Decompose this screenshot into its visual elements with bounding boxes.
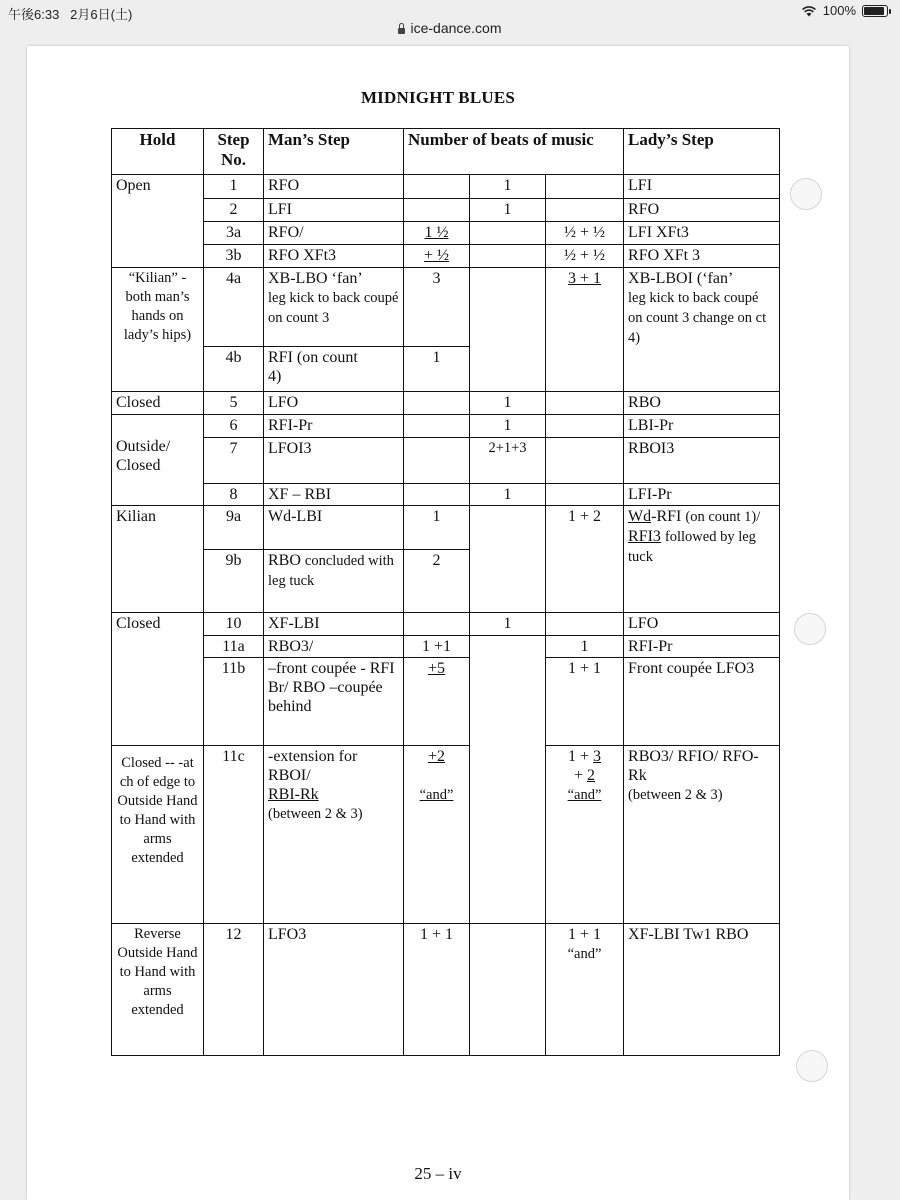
ladys-step: RBO3/ RFIO/ RFO-Rk (between 2 & 3) [624, 746, 780, 924]
table-row [112, 268, 780, 347]
mans-step: -extension for RBOI/ RBI-Rk (between 2 & 3) [264, 746, 404, 924]
step-no: 3b [204, 244, 264, 267]
step-no: 4a [204, 268, 264, 347]
ladys-step: XB-LBOI (‘fan’ leg kick to back coupé on count 3 change on ct 4) [624, 268, 780, 392]
ladys-step: LFI XFt3 [624, 221, 780, 244]
step-no: 7 [204, 437, 264, 483]
header-beats: Number of beats of music [404, 129, 624, 175]
header-step-no: Step No. [204, 129, 264, 175]
hold-cell: “Kilian” -both man’s hands on lady’s hips) [112, 268, 204, 392]
man-beats: 1 [404, 506, 470, 549]
table-row [112, 221, 780, 244]
mans-step: RBO concluded with leg tuck [264, 549, 404, 613]
lady-beats: ½ + ½ [546, 244, 624, 267]
battery-icon [862, 5, 888, 17]
man-beats: 1 +1 [404, 636, 470, 658]
step-table [111, 128, 780, 1056]
ladys-step: RBO [624, 392, 780, 415]
table-row [112, 392, 780, 415]
binder-hole-icon [796, 1050, 828, 1082]
ladys-step: RFI-Pr [624, 636, 780, 658]
url-text: ice-dance.com [410, 20, 502, 36]
ladys-step: RBOI3 [624, 437, 780, 483]
step-no: 11b [204, 658, 264, 746]
status-date: 2月6日(土) [70, 7, 133, 22]
step-no: 8 [204, 483, 264, 505]
header-ladys-step: Lady’s Step [624, 129, 780, 175]
table-row [112, 746, 780, 924]
header-mans-step: Man’s Step [264, 129, 404, 175]
beats-cell: 1 [470, 198, 546, 221]
empty-cell [546, 613, 624, 636]
man-beats: 1 ½ [404, 221, 470, 244]
empty-cell [546, 437, 624, 483]
lady-beats: 1 + 1 [546, 658, 624, 746]
step-no: 11a [204, 636, 264, 658]
table-row [112, 636, 780, 658]
empty-cell [470, 636, 546, 923]
mans-step: RBO3/ [264, 636, 404, 658]
lady-beats: 1 + 2 [546, 506, 624, 613]
ladys-step: RFO [624, 198, 780, 221]
beats-cell: 2+1+3 [470, 437, 546, 483]
lady-beats: 1 [546, 636, 624, 658]
empty-cell [546, 415, 624, 437]
empty-cell [404, 613, 470, 636]
step-no: 3a [204, 221, 264, 244]
mans-step: LFI [264, 198, 404, 221]
hold-cell: Closed -- -at ch of edge to Outside Hand to Hand with arms extended [112, 746, 204, 924]
table-header-row [112, 129, 780, 175]
table-row [112, 483, 780, 505]
mans-step: XF-LBI [264, 613, 404, 636]
hold-cell: Kilian [112, 506, 204, 613]
hold-cell: Closed [112, 613, 204, 746]
table-row [112, 244, 780, 267]
table-row [112, 437, 780, 483]
table-row [112, 506, 780, 549]
lock-icon [398, 28, 405, 34]
mans-step: LFO3 [264, 923, 404, 1055]
step-no: 4b [204, 346, 264, 391]
lady-beats: 1 + 3 + 2 “and” [546, 746, 624, 924]
beats-cell: 1 [470, 392, 546, 415]
mans-step: RFI-Pr [264, 415, 404, 437]
table-row [112, 198, 780, 221]
ladys-step: LFI [624, 175, 780, 198]
mans-step: XB-LBO ‘fan’ leg kick to back coupé on count 3 [264, 268, 404, 347]
header-hold: Hold [112, 129, 204, 175]
ladys-step: Front coupée LFO3 [624, 658, 780, 746]
mans-step: LFO [264, 392, 404, 415]
beats-cell: 1 [470, 613, 546, 636]
man-beats: 1 + 1 [404, 923, 470, 1055]
empty-cell [404, 415, 470, 437]
page-number: 25 – iv [414, 1164, 462, 1183]
mans-step: LFOI3 [264, 437, 404, 483]
empty-cell [546, 483, 624, 505]
table-row [112, 923, 780, 1055]
empty-cell [470, 244, 546, 267]
table-row [112, 175, 780, 198]
beats-cell: 1 [470, 175, 546, 198]
step-no: 11c [204, 746, 264, 924]
man-beats: 3 [404, 268, 470, 347]
empty-cell [470, 923, 546, 1055]
step-no: 10 [204, 613, 264, 636]
empty-cell [404, 392, 470, 415]
binder-hole-icon [790, 178, 822, 210]
step-no: 5 [204, 392, 264, 415]
status-bar [0, 0, 900, 22]
status-time: 午後6:33 2月6日(土) [8, 7, 133, 22]
man-beats: 2 [404, 549, 470, 613]
lady-beats: ½ + ½ [546, 221, 624, 244]
table-row [112, 613, 780, 636]
empty-cell [404, 175, 470, 198]
lady-beats: 3 + 1 [546, 268, 624, 392]
ladys-step: LFI-Pr [624, 483, 780, 505]
hold-cell: Outside/ Closed [112, 415, 204, 506]
ladys-step: Wd-RFI (on count 1)/ RFI3 followed by leg tuck [624, 506, 780, 613]
mans-step: RFO XFt3 [264, 244, 404, 267]
empty-cell [404, 198, 470, 221]
document-page [27, 46, 849, 1200]
step-no: 9a [204, 506, 264, 549]
step-no: 9b [204, 549, 264, 613]
empty-cell [404, 483, 470, 505]
empty-cell [470, 268, 546, 392]
hold-cell: Closed [112, 392, 204, 415]
mans-step: RFO [264, 175, 404, 198]
hold-cell: Open [112, 175, 204, 268]
mans-step: RFO/ [264, 221, 404, 244]
beats-cell: 1 [470, 415, 546, 437]
document-title: MIDNIGHT BLUES [360, 88, 516, 107]
step-no: 6 [204, 415, 264, 437]
hold-cell: Reverse Outside Hand to Hand with arms extended [112, 923, 204, 1055]
battery-percent: 100% [822, 3, 856, 18]
table-row [112, 658, 780, 746]
status-right [801, 3, 888, 18]
beats-cell: 1 [470, 483, 546, 505]
ladys-step: RFO XFt 3 [624, 244, 780, 267]
mans-step: –front coupée - RFI Br/ RBO –coupée behind [264, 658, 404, 746]
man-beats: +2 “and” [404, 746, 470, 924]
table-row [112, 415, 780, 437]
empty-cell [546, 392, 624, 415]
man-beats: +5 [404, 658, 470, 746]
man-beats: + ½ [404, 244, 470, 267]
lady-beats: 1 + 1 “and” [546, 923, 624, 1055]
step-no: 12 [204, 923, 264, 1055]
man-beats: 1 [404, 346, 470, 391]
step-no: 1 [204, 175, 264, 198]
empty-cell [470, 506, 546, 613]
empty-cell [546, 175, 624, 198]
mans-step: XF – RBI [264, 483, 404, 505]
wifi-icon [801, 5, 817, 17]
ladys-step: LFO [624, 613, 780, 636]
mans-step: RFI (on count 4) [264, 346, 404, 391]
mans-step: Wd-LBI [264, 506, 404, 549]
step-no: 2 [204, 198, 264, 221]
ladys-step: LBI-Pr [624, 415, 780, 437]
ladys-step: XF-LBI Tw1 RBO [624, 923, 780, 1055]
empty-cell [470, 221, 546, 244]
address-bar[interactable] [0, 20, 900, 42]
empty-cell [404, 437, 470, 483]
binder-hole-icon [794, 613, 826, 645]
empty-cell [546, 198, 624, 221]
